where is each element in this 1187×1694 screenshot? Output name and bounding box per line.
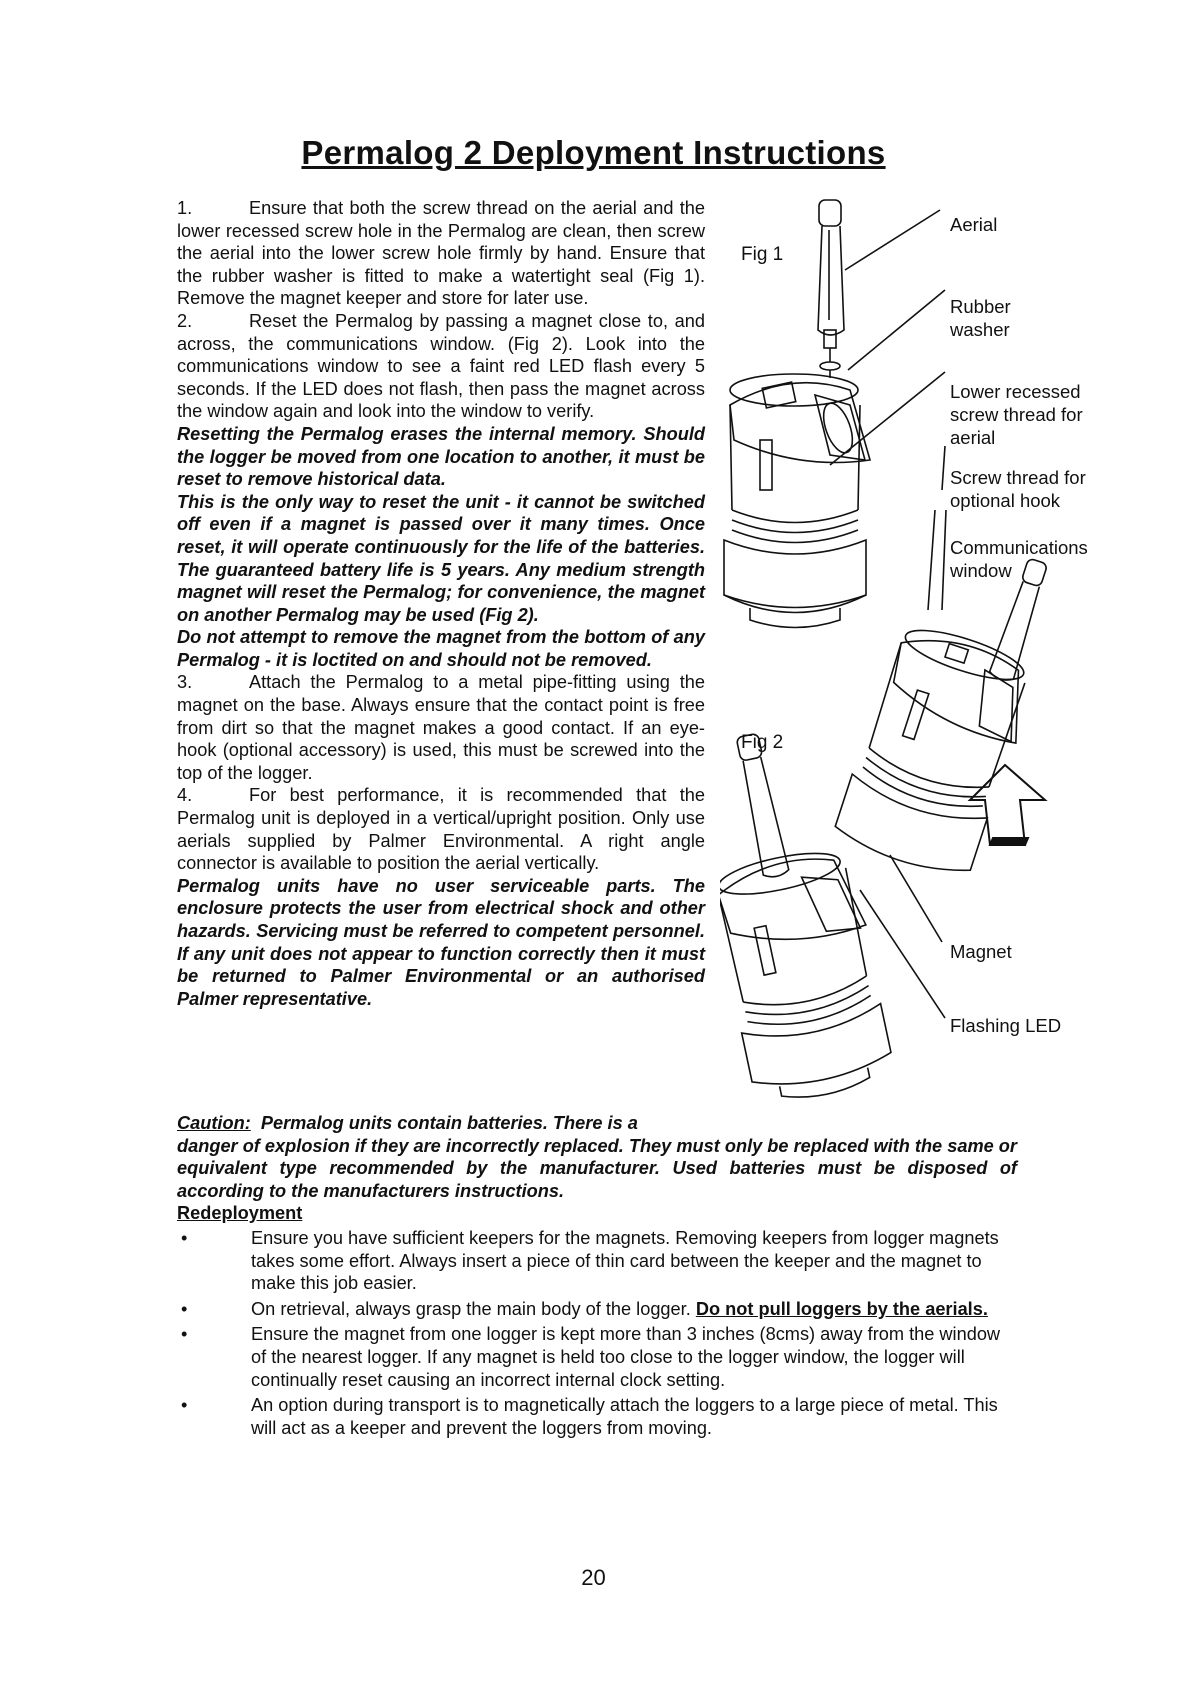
bullet-icon: • (181, 1298, 188, 1319)
warning-service: Permalog units have no user serviceable parts. The enclosure protects the user from electrical shock and other hazards. Servicing must be referred to competent personnel. If any unit does not appear to function correctly then it must be returned to Palmer Environmental or an authorised Palmer representative. (177, 875, 705, 1009)
step-number: 4. (177, 785, 193, 806)
list-item-text: An option during transport is to magnetically attach the loggers to a large piece of metal. This will act as a keeper and prevent the loggers from moving. (251, 1395, 998, 1438)
step-number: 2. (177, 310, 193, 331)
step-2 (177, 310, 705, 423)
label-flashing-led: Flashing LED (950, 1015, 1062, 1036)
redeployment-list (177, 1227, 1017, 1442)
caution-label: Caution: (177, 1113, 251, 1133)
step-number: 1. (177, 198, 193, 218)
list-item-text: On retrieval, always grasp the main body of the logger. (251, 1298, 691, 1319)
step-text: Ensure that both the screw thread on the aerial and the lower recessed screw hole in the Permalog are clean, then screw the aerial into the lower screw hole firmly by hand. Ensure that the rubber washer is fitted to make a watertight seal (Fig 1). Remove the magnet keeper and store for later use. (177, 198, 705, 309)
label-comm-window: Communications window (950, 537, 1088, 581)
caution-rest: danger of explosion if they are incorrectly replaced. They must only be replaced with the same or equivalent type recommended by the manufacturer. Used batteries must be disposed of according to the manufacturers instructions. (177, 1135, 1017, 1201)
label-hook-thread: Screw thread for optional hook (950, 467, 1086, 511)
step-1 (177, 197, 705, 310)
warning-memory: Resetting the Permalog erases the internal memory. Should the logger be moved from one location to another, it must be reset to remove historical data. (177, 423, 705, 490)
list-item-emphasis: Do not pull loggers by the aerials. (695, 1298, 988, 1319)
label-aerial: Aerial (950, 214, 998, 235)
label-magnet: Magnet (950, 941, 1012, 962)
permalog-illustration (720, 190, 1180, 1130)
step-3 (177, 671, 705, 784)
step-text: Attach the Permalog to a metal pipe-fitting using the magnet on the base. Always ensure that the contact point is free from dirt so that the magnet makes a good contact. If an eye-hook (optional accessory) is used, this must be screwed into the top of the logger. (177, 672, 705, 783)
list-item (177, 1227, 1017, 1295)
fig2-caption: Fig 2 (741, 732, 784, 753)
step-text: Reset the Permalog by passing a magnet close to, and across, the communications window. (Fig 2). Look into the communications window to see a faint red LED flash every 5 seconds. If the LED does not flash, then pass the magnet across the window again and look into the window to verify. (177, 310, 705, 422)
logger-body-icon (724, 374, 870, 628)
label-lower-thread: Lower recessed screw thread for aerial (950, 381, 1083, 448)
list-item (177, 1394, 1017, 1439)
bullet-icon: • (181, 1228, 188, 1248)
redeployment-heading: Redeployment (177, 1203, 303, 1223)
step-number: 3. (177, 672, 193, 693)
list-item (177, 1298, 1017, 1321)
caution-line1: Permalog units contain batteries. There is a (260, 1113, 638, 1133)
bullet-icon: • (181, 1395, 188, 1416)
caution-first-line (177, 1112, 705, 1135)
page-title: Permalog 2 Deployment Instructions (301, 134, 886, 171)
bullet-icon: • (181, 1324, 188, 1345)
warning-magnet: Do not attempt to remove the magnet from the bottom of any Permalog - it is loctited on and should not be removed. (177, 627, 705, 670)
page-number: 20 (581, 1565, 606, 1590)
fig1-caption: Fig 1 (741, 244, 784, 265)
step-4 (177, 784, 705, 874)
warning-reset: This is the only way to reset the unit - it cannot be switched off even if a magnet is passed over it many times. Once reset, it will operate continuously for the life of the batteries. The guaranteed battery life is 5 years. Any medium strength magnet will reset the Permalog; for convenience, the magnet on another Permalog may be used (Fig 2). (177, 491, 705, 625)
list-item-text: Ensure you have sufficient keepers for the magnets. Removing keepers from logger magnets takes some effort. Always insert a piece of thin card between the keeper and the magnet to make this job easier. (251, 1228, 999, 1294)
aerial-icon (818, 200, 844, 362)
label-rubber-washer: Rubber washer (950, 296, 1011, 340)
arrow-up-icon (970, 765, 1045, 845)
list-item-text: Ensure the magnet from one logger is kept more than 3 inches (8cms) away from the window of the nearest logger. If any magnet is held too close to the logger window, the logger will continually reset causing an incorrect internal clock setting. (251, 1324, 1001, 1390)
lower-logger-icon (720, 719, 899, 1108)
instructions-column (177, 197, 705, 1010)
second-logger-icon (831, 527, 1071, 884)
list-item (177, 1323, 1017, 1391)
step-text: For best performance, it is recommended that the Permalog unit is deployed in a vertical/upright position. Only use aerials supplied by Palmer Environmental. A right angle connector is available to position the aerial vertically. (177, 785, 705, 874)
